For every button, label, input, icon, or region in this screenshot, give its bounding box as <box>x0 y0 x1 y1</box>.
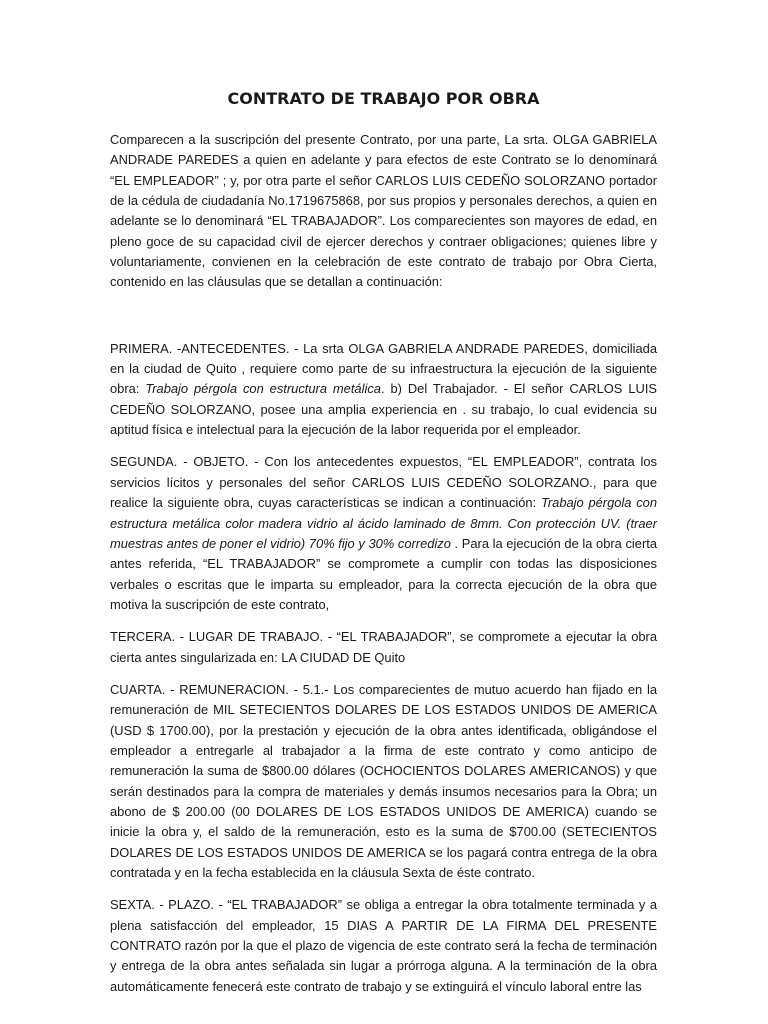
clause-sexta: SEXTA. - PLAZO. - “EL TRABAJADOR” se obliga a entregar la obra totalmente terminada y a plena satisfacción del empleador, 15 DIAS A PARTIR DE LA FIRMA DEL PRESENTE CONTRATO razón por la que el plazo de vigencia de este contrato será la fecha de terminación y entrega de la obra antes señalada sin lugar a prórroga alguna. A la terminación de la obra automáticamente fenecerá este contrato de trabajo y se extinguirá el vínculo laboral entre las <box>110 897 657 994</box>
clause-cuarta: CUARTA. - REMUNERACION. - 5.1.- Los comparecientes de mutuo acuerdo han fijado en la remuneración de MIL SETECIENTOS DOLARES DE LOS ESTADOS UNIDOS DE AMERICA (USD $ 1700.00), por la prestación y ejecución de la obra antes identificada, obligándose el empleador a entregarle al trabajador a la firma de este contrato y como anticipo de remuneración la suma de $800.00 dólares (OCHOCIENTOS DOLARES AMERICANOS) y que serán destinados para la compra de materiales y demás insumos necesarios para la Obra; un abono de $ 200.00 (00 DOLARES DE LOS ESTADOS UNIDOS DE AMERICA) cuando se inicie la obra y, el saldo de la remuneración, esto es la suma de $700.00 (SETECIENTOS DOLARES DE LOS ESTADOS UNIDOS DE AMERICA se los pagará contra entrega de la obra contratada y en la fecha establecida en la cláusula Sexta de éste contrato. <box>110 681 657 880</box>
clause-segunda-text-1: SEGUNDA. - OBJETO. - Con los antecedentes expuestos, “EL EMPLEADOR”, contrata los servicios lícitos y personales del señor CARLOS LUIS CEDEÑO SOLORZANO., para que realice la siguiente obra, cuyas características se indican a continuación: <box>110 454 657 511</box>
document-title: CONTRATO DE TRABAJO POR OBRA <box>227 89 540 108</box>
clause-primera-text-2: . b) Del Trabajador. - El señor CARLOS LUIS CEDEÑO SOLORZANO, posee una amplia experiencia en . su trabajo, lo cual evidencia su aptitud física e intelectual para la ejecución de la labor requerida por el empleador. <box>110 381 657 438</box>
clause-primera-italic: Trabajo pérgola con estructura metálica <box>145 381 381 397</box>
intro-paragraph: Comparecen a la suscripción del presente Contrato, por una parte, La srta. OLGA GABRIELA ANDRADE PAREDES a quien en adelante y para efectos de este Contrato se lo denominará “EL EMPLEADOR” ; y, por otra parte el señor CARLOS LUIS CEDEÑO SOLORZANO portador de la cédula de ciudadanía No.1719675868, por sus propios y personales derechos, a quien en adelante se lo denominará “EL TRABAJADOR”. Los comparecientes son mayores de edad, en pleno goce de su capacidad civil de ejercer derechos y contraer obligaciones; quienes libre y voluntariamente, convienen en la celebración de este contrato de trabajo por Obra Cierta, contenido en las cláusulas que se detallan a continuación: <box>110 132 657 290</box>
clause-primera <box>110 339 657 441</box>
clause-tercera: TERCERA. - LUGAR DE TRABAJO. - “EL TRABAJADOR”, se compromete a ejecutar la obra cierta antes singularizada en: LA CIUDAD DE Quito <box>110 629 657 665</box>
clause-segunda <box>110 452 657 615</box>
clause-segunda-italic: Trabajo pérgola con estructura metálica color madera vidrio al ácido laminado de 8mm. Con protección UV. (traer muestras antes de poner el vidrio) 70% fijo y 30% corredizo <box>110 495 657 551</box>
clause-primera-text-1: PRIMERA. -ANTECEDENTES. - La srta OLGA GABRIELA ANDRADE PAREDES, domiciliada en la ciudad de Quito , requiere como parte de su infraestructura la ejecución de la siguiente obra: <box>110 340 657 397</box>
spacer <box>110 293 657 339</box>
clause-segunda-text-2: . Para la ejecución de la obra cierta antes referida, “EL TRABAJADOR” se compromete a cumplir con todas las disposiciones verbales o escritas que le imparta su empleador, para la correcta ejecución de la obra que motiva la suscripción de este contrato, <box>110 535 658 612</box>
